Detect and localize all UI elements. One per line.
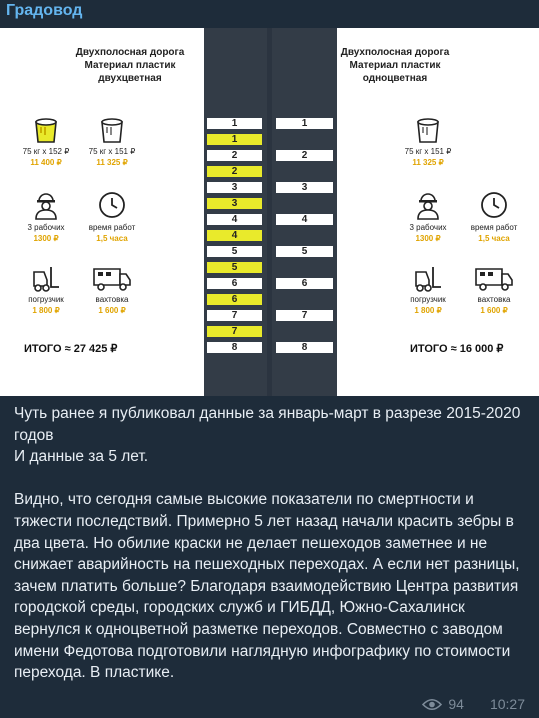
right-paint-white: 75 кг х 151 ₽ 11 325 ₽ <box>396 116 460 168</box>
right-stripe-2: 2 <box>276 150 333 161</box>
right-stripe-8: 8 <box>276 342 333 353</box>
right-workers: 3 рабочих 1300 ₽ <box>396 190 460 244</box>
left-road <box>204 28 267 396</box>
infographic-image[interactable] <box>0 28 539 396</box>
clock-icon <box>97 190 127 220</box>
forklift-icon <box>30 264 62 292</box>
left-work-time: время работ 1,5 часа <box>80 190 144 244</box>
lane-dash <box>340 234 356 237</box>
van-icon <box>474 264 514 292</box>
van-icon <box>92 264 132 292</box>
views-count: 94 <box>448 696 464 712</box>
message-time: 10:27 <box>489 696 525 712</box>
left-stripe-3: 2 <box>207 150 262 161</box>
left-loader: погрузчик 1 800 ₽ <box>14 264 78 316</box>
lane-dash <box>155 234 171 237</box>
left-stripe-11: 6 <box>207 278 262 289</box>
left-stripe-13: 7 <box>207 310 262 321</box>
left-stripe-1: 1 <box>207 118 262 129</box>
left-stripe-7: 4 <box>207 214 262 225</box>
lane-dash <box>369 234 385 237</box>
message-meta <box>422 696 525 712</box>
left-stripe-15: 8 <box>207 342 262 353</box>
paint-bucket-white-icon <box>413 116 443 144</box>
left-stripe-14: 7 <box>207 326 262 337</box>
message-text: Чуть ранее я публиковал данные за январь-март в разрезе 2015-2020 годов И данные за 5 лет. Видно, что сегодня самые высокие показатели по смертности и тяжести последствий. Примерно 5 лет назад начали красить зебры в два цвета. Но обилие краски не делает пешеходов заметнее и не снижает аварийность на пешеходных переходах. А если нет разницы, зачем платить больше? Благодаря взаимодействию Центра развития городской среды, городских служб и ГИБДД, Южно-Сахалинск вернулся к одноцветной разметке переходов. Совместно с заводом имени Федотова подготовили наглядную инфографику по стоимости перехода. В пластике. <box>14 405 521 682</box>
paint-bucket-white-icon <box>97 116 127 144</box>
clock-icon <box>479 190 509 220</box>
left-stripe-6: 3 <box>207 198 262 209</box>
right-work-time: время работ 1,5 часа <box>462 190 526 244</box>
left-paint-white: 75 кг х 151 ₽ 11 325 ₽ <box>80 116 144 168</box>
left-paint-yellow: 75 кг х 152 ₽ 11 400 ₽ <box>14 116 78 168</box>
right-stripe-5: 5 <box>276 246 333 257</box>
right-stripe-1: 1 <box>276 118 333 129</box>
left-total: ИТОГО ≈ 27 425 ₽ <box>24 343 118 355</box>
worker-icon <box>414 190 442 220</box>
left-stripe-4: 2 <box>207 166 262 177</box>
left-stripe-9: 5 <box>207 246 262 257</box>
left-stripe-10: 5 <box>207 262 262 273</box>
left-stripe-8: 4 <box>207 230 262 241</box>
right-stripe-6: 6 <box>276 278 333 289</box>
forklift-icon <box>412 264 444 292</box>
right-stripe-4: 4 <box>276 214 333 225</box>
worker-icon <box>32 190 60 220</box>
views-eye-icon <box>422 698 442 711</box>
left-stripe-5: 3 <box>207 182 262 193</box>
left-panel-title: Двухполосная дорога Материал пластик двухцветная <box>75 47 185 84</box>
right-van: вахтовка 1 600 ₽ <box>462 264 526 316</box>
paint-bucket-yellow-icon <box>31 116 61 144</box>
left-stripe-12: 6 <box>207 294 262 305</box>
channel-name[interactable]: Градовод <box>6 2 83 19</box>
right-total: ИТОГО ≈ 16 000 ₽ <box>410 343 504 355</box>
left-van: вахтовка 1 600 ₽ <box>80 264 144 316</box>
right-stripe-3: 3 <box>276 182 333 193</box>
right-loader: погрузчик 1 800 ₽ <box>396 264 460 316</box>
left-workers: 3 рабочих 1300 ₽ <box>14 190 78 244</box>
right-panel-title: Двухполосная дорога Материал пластик одноцветная <box>340 47 450 84</box>
right-stripe-7: 7 <box>276 310 333 321</box>
lane-dash <box>183 234 199 237</box>
left-stripe-2: 1 <box>207 134 262 145</box>
